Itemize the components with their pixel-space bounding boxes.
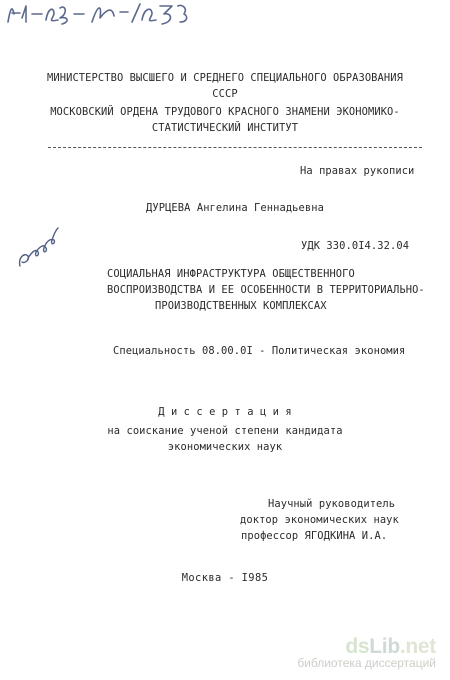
place-year: Москва - I985 [181, 572, 269, 584]
specialty-line: Специальность 08.00.0I - Политическая экономия [113, 345, 406, 357]
degree-line-2: экономических наук [167, 441, 283, 453]
dslib-logo: dsLib.net [345, 635, 436, 658]
handwritten-signature [14, 222, 60, 272]
title-line-2: ВОСПРОИЗВОДСТВА И ЕЕ ОСОБЕННОСТИ В ТЕРРИТОРИАЛЬНО- [107, 284, 425, 296]
supervisor-label: Научный руководитель [268, 498, 396, 510]
dslib-watermark [297, 635, 436, 670]
manuscript-rights-note: На правах рукописи [300, 165, 415, 177]
header-divider [48, 147, 422, 148]
institute-line-1: МОСКОВСКИЙ ОРДЕНА ТРУДОВОГО КРАСНОГО ЗНАМЕНИ ЭКОНОМИКО- [50, 106, 400, 118]
author-name: ДУРЦЕВА Ангелина Геннадьевна [146, 202, 324, 214]
title-line-3: ПРОИЗВОДСТВЕННЫХ КОМПЛЕКСАХ [155, 300, 327, 312]
supervisor-degree: доктор экономических наук [240, 514, 399, 526]
udc-code: УДК 330.0I4.32.04 [301, 240, 410, 252]
supervisor-name: профессор ЯГОДКИНА И.А. [241, 530, 388, 542]
dslib-tagline: библиотека диссертаций [297, 656, 436, 670]
institute-line-2: СТАТИСТИЧЕСКИЙ ИНСТИТУТ [151, 122, 299, 134]
degree-line-1: на соискание ученой степени кандидата [107, 425, 343, 437]
title-line-1: СОЦИАЛЬНАЯ ИНФРАСТРУКТУРА ОБЩЕСТВЕННОГО [107, 268, 355, 280]
country-line: СССР [212, 88, 238, 100]
ministry-line: МИНИСТЕРСТВО ВЫСШЕГО И СРЕДНЕГО СПЕЦИАЛЬНОГО ОБРАЗОВАНИЯ [47, 72, 403, 84]
handwritten-call-number [2, 0, 202, 26]
work-type-heading: Д и с с е р т а ц и я [158, 406, 292, 418]
